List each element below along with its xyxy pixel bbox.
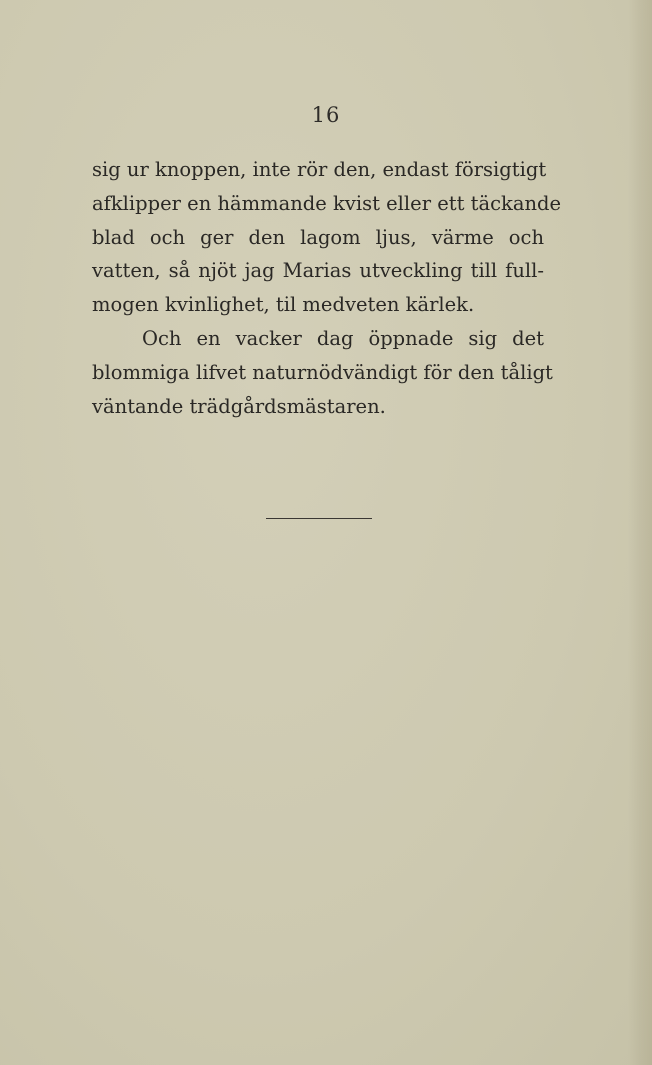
text-line: sig ur knoppen, inte rör den, endast försigtigt — [92, 158, 547, 181]
text-line: mogen kvinlighet, til medveten kärlek. — [92, 293, 475, 317]
paragraph-1 — [92, 153, 562, 322]
text-line: blad och ger den lagom ljus, värme och — [92, 225, 544, 249]
section-end-rule — [266, 518, 372, 519]
page-number: 16 — [311, 103, 341, 127]
text-line: Och en vacker dag öppnade sig det — [142, 326, 544, 350]
text-line: vatten, så njöt jag Marias utveckling till full- — [92, 259, 544, 283]
body-text — [92, 153, 562, 423]
text-line: blommiga lifvet naturnödvändigt för den tåligt — [92, 360, 553, 384]
text-line: afklipper en hämmande kvist eller ett täckande — [92, 191, 562, 215]
text-line: väntande trädgårdsmästaren. — [92, 394, 386, 418]
paragraph-2 — [92, 322, 553, 423]
